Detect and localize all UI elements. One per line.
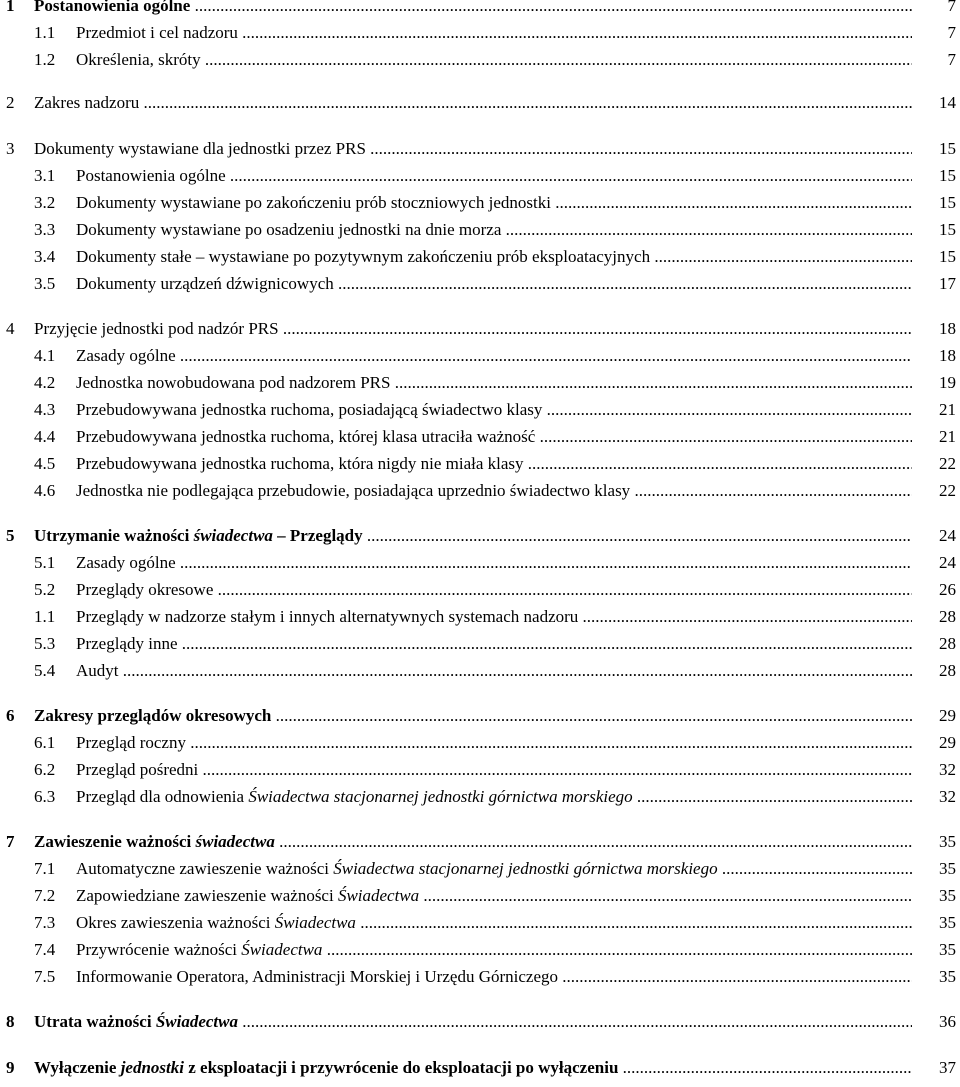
- toc-entry-number: 6.2: [34, 760, 56, 779]
- toc-entry-title: [76, 912, 912, 934]
- toc-entry-title-part: Przebudowywana jednostka ruchoma, której klasa utraciła ważność: [76, 427, 536, 446]
- toc-entry-title: [34, 1011, 912, 1033]
- toc-entry-title-part: Dokumenty stałe – wystawiane po pozytywnym zakończeniu prób eksploatacyjnych: [76, 247, 651, 266]
- toc-entry-page-number: 29: [939, 733, 956, 752]
- toc-entry-title: [76, 426, 912, 448]
- toc-entry[interactable]: [0, 318, 960, 340]
- toc-entry-number: 1: [6, 0, 15, 15]
- toc-entry-number: 5: [6, 526, 15, 545]
- toc-entry[interactable]: [0, 219, 960, 241]
- toc-entry-title-part: jednostki: [120, 1058, 184, 1077]
- toc-entry[interactable]: [0, 705, 960, 727]
- toc-entry-page-number: 24: [939, 526, 956, 545]
- toc-entry-title: [34, 1057, 912, 1079]
- toc-entry-title-part: Przegląd dla odnowienia: [76, 787, 249, 806]
- toc-entry-title-part: Świadectwa: [155, 1012, 238, 1031]
- toc-entry[interactable]: [0, 660, 960, 682]
- toc-entry-number: 7.5: [34, 967, 56, 986]
- toc-entry[interactable]: [0, 939, 960, 961]
- toc-entry-title: [76, 372, 912, 394]
- toc-entry-title: [76, 453, 912, 475]
- toc-entry-title-part: Jednostka nowobudowana pod nadzorem PRS: [76, 373, 391, 392]
- toc-entry-number: 6.1: [34, 733, 56, 752]
- toc-entry-number: 4: [6, 319, 15, 338]
- toc-entry-number: 6.3: [34, 787, 56, 806]
- toc-entry-page-number: 32: [939, 787, 956, 806]
- toc-entry[interactable]: [0, 480, 960, 502]
- toc-entry-page-number: 17: [939, 274, 956, 293]
- toc-entry[interactable]: [0, 1057, 960, 1079]
- toc-entry-number: 4.3: [34, 400, 56, 419]
- toc-entry-title-part: Dokumenty wystawiane po osadzeniu jednostki na dnie morza: [76, 220, 502, 239]
- toc-entry-number: 4.5: [34, 454, 56, 473]
- toc-entry-title-part: Zakres nadzoru: [34, 93, 140, 112]
- toc-entry[interactable]: [0, 579, 960, 601]
- toc-entry-title-part: świadectwa: [195, 832, 275, 851]
- toc-entry-title-part: Postanowienia ogólne: [76, 166, 226, 185]
- toc-entry-title: [76, 192, 912, 214]
- toc-entry[interactable]: [0, 525, 960, 547]
- toc-entry[interactable]: [0, 92, 960, 114]
- toc-entry-title: [34, 0, 912, 17]
- toc-entry-page-number: 35: [939, 832, 956, 851]
- toc-entry[interactable]: [0, 165, 960, 187]
- toc-entry-title: [34, 138, 912, 160]
- toc-entry-page-number: 26: [939, 580, 956, 599]
- toc-entry-title: [76, 633, 912, 655]
- toc-entry[interactable]: [0, 1011, 960, 1033]
- toc-entry-page-number: 7: [947, 23, 956, 42]
- toc-entry[interactable]: [0, 552, 960, 574]
- toc-entry-title-part: Automatyczne zawieszenie ważności: [76, 859, 334, 878]
- toc-entry-number: 7.4: [34, 940, 56, 959]
- toc-entry-title-part: świadectwa: [193, 526, 273, 545]
- toc-entry-number: 2: [6, 93, 15, 112]
- toc-entry-title-part: Świadectwa: [274, 913, 356, 932]
- toc-entry-page-number: 15: [939, 193, 956, 212]
- toc-entry-title-part: Świadectwa stacjonarnej jednostki górnictwa morskiego: [333, 859, 718, 878]
- toc-entry[interactable]: [0, 49, 960, 71]
- toc-entry-title-part: Przywrócenie ważności: [76, 940, 242, 959]
- toc-entry-title-part: Przeglądy w nadzorze stałym i innych alternatywnych systemach nadzoru: [76, 607, 579, 626]
- toc-entry-title: [34, 525, 912, 547]
- toc-entry-page-number: 35: [939, 913, 956, 932]
- toc-entry-title-part: Przeglądy okresowe: [76, 580, 214, 599]
- toc-entry-title: [76, 858, 912, 880]
- toc-entry-title: [76, 22, 912, 44]
- toc-entry-page-number: 15: [939, 166, 956, 185]
- toc-entry-title: [76, 399, 912, 421]
- toc-entry-title: [76, 345, 912, 367]
- toc-entry-number: 7: [6, 832, 15, 851]
- toc-entry-page-number: 15: [939, 139, 956, 158]
- toc-entry[interactable]: [0, 885, 960, 907]
- toc-entry-number: 3.4: [34, 247, 56, 266]
- toc-entry-page-number: 18: [939, 346, 956, 365]
- toc-entry-title-part: Zasady ogólne: [76, 346, 176, 365]
- toc-entry[interactable]: [0, 606, 960, 628]
- toc-entry[interactable]: [0, 732, 960, 754]
- toc-entry-title-part: Dokumenty wystawiane dla jednostki przez PRS: [34, 139, 366, 158]
- toc-entry-title: [34, 92, 912, 114]
- toc-entry-page-number: 7: [947, 50, 956, 69]
- toc-entry-page-number: 21: [939, 400, 956, 419]
- toc-entry-page-number: 28: [939, 634, 956, 653]
- toc-entry-page-number: 22: [939, 454, 956, 473]
- toc-entry[interactable]: [0, 399, 960, 421]
- toc-entry-title-part: Dokumenty wystawiane po zakończeniu prób stoczniowych jednostki: [76, 193, 551, 212]
- toc-entry[interactable]: [0, 345, 960, 367]
- toc-entry[interactable]: [0, 192, 960, 214]
- toc-entry-number: 3.1: [34, 166, 56, 185]
- toc-entry-page-number: 35: [939, 886, 956, 905]
- toc-entry-number: 1.2: [34, 50, 56, 69]
- toc-entry[interactable]: [0, 453, 960, 475]
- toc-entry-title-part: Utrata ważności: [34, 1012, 156, 1031]
- toc-entry-title: [76, 660, 912, 682]
- toc-entry-title: [76, 165, 912, 187]
- toc-entry-number: 4.2: [34, 373, 56, 392]
- toc-entry[interactable]: [0, 858, 960, 880]
- toc-entry-title: [76, 885, 912, 907]
- toc-entry-title-part: Informowanie Operatora, Administracji Morskiej i Urzędu Górniczego: [76, 967, 558, 986]
- toc-entry[interactable]: [0, 831, 960, 853]
- toc-entry-number: 3: [6, 139, 15, 158]
- toc-entry[interactable]: [0, 633, 960, 655]
- toc-entry-number: 1.1: [34, 23, 56, 42]
- toc-entry-title-part: Przeglądy inne: [76, 634, 178, 653]
- toc-entry[interactable]: [0, 759, 960, 781]
- toc-entry-title: [76, 273, 912, 295]
- toc-entry-title-part: Świadectwa: [241, 940, 323, 959]
- toc-entry-title: [76, 732, 912, 754]
- toc-entry-title: [76, 219, 912, 241]
- toc-entry-title: [76, 579, 912, 601]
- toc-entry[interactable]: [0, 0, 960, 17]
- toc-entry-title-part: Zawieszenie ważności: [34, 832, 196, 851]
- toc-entry-number: 3.3: [34, 220, 56, 239]
- toc-entry-title-part: Audyt: [76, 661, 119, 680]
- toc-entry-page-number: 22: [939, 481, 956, 500]
- toc-entry-title: [76, 246, 912, 268]
- toc-entry-title: [76, 759, 912, 781]
- toc-entry[interactable]: [0, 426, 960, 448]
- toc-entry[interactable]: [0, 22, 960, 44]
- toc-entry-page-number: 29: [939, 706, 956, 725]
- toc-entry-number: 7.2: [34, 886, 56, 905]
- toc-entry-page-number: 21: [939, 427, 956, 446]
- toc-entry-title-part: Zakresy przeglądów okresowych: [34, 706, 272, 725]
- toc-entry-page-number: 35: [939, 967, 956, 986]
- toc-entry-title-part: – Przeglądy: [272, 526, 363, 545]
- toc-entry-title-part: Świadectwa stacjonarnej jednostki górnictwa morskiego: [248, 787, 633, 806]
- toc-entry-number: 1.1: [34, 607, 56, 626]
- toc-entry-title: [76, 786, 912, 808]
- toc-entry-number: 5.1: [34, 553, 56, 572]
- toc-entry-title-part: Przegląd pośredni: [76, 760, 199, 779]
- toc-entry-number: 4.1: [34, 346, 56, 365]
- toc-entry-title-part: Przebudowywana jednostka ruchoma, posiadającą świadectwo klasy: [76, 400, 543, 419]
- toc-entry-number: 3.2: [34, 193, 56, 212]
- toc-entry-title-part: Dokumenty urządzeń dźwignicowych: [76, 274, 334, 293]
- toc-entry[interactable]: [0, 273, 960, 295]
- toc-entry-title-part: z eksploatacji i przywrócenie do eksploatacji po wyłączeniu: [184, 1058, 619, 1077]
- toc-entry-number: 4.4: [34, 427, 56, 446]
- toc-entry-page-number: 37: [939, 1058, 956, 1077]
- toc-entry[interactable]: [0, 912, 960, 934]
- toc-entry-page-number: 28: [939, 661, 956, 680]
- toc-entry-title-part: Przegląd roczny: [76, 733, 186, 752]
- toc-entry[interactable]: [0, 966, 960, 988]
- toc-entry-page-number: 7: [947, 0, 956, 15]
- toc-entry-title-part: Zasady ogólne: [76, 553, 176, 572]
- toc-entry-title-part: Utrzymanie ważności: [34, 526, 194, 545]
- toc-entry-page-number: 35: [939, 859, 956, 878]
- toc-entry-title-part: Wyłączenie: [34, 1058, 121, 1077]
- toc-entry-page-number: 36: [939, 1012, 956, 1031]
- toc-entry-page-number: 24: [939, 553, 956, 572]
- toc-entry-title: [76, 480, 912, 502]
- toc-entry[interactable]: [0, 138, 960, 160]
- toc-entry-title-part: Jednostka nie podlegająca przebudowie, posiadająca uprzednio świadectwo klasy: [76, 481, 631, 500]
- toc-entry-number: 9: [6, 1058, 15, 1077]
- toc-entry-number: 7.1: [34, 859, 56, 878]
- toc-entry-number: 6: [6, 706, 15, 725]
- toc-entry-title-part: Przyjęcie jednostki pod nadzór PRS: [34, 319, 279, 338]
- toc-entry-page-number: 15: [939, 247, 956, 266]
- toc-entry-number: 5.2: [34, 580, 56, 599]
- toc-entry-page-number: 15: [939, 220, 956, 239]
- toc-entry-number: 4.6: [34, 481, 56, 500]
- toc-entry-title-part: Zapowiedziane zawieszenie ważności: [76, 886, 338, 905]
- toc-entry-title: [76, 552, 912, 574]
- toc-entry-title-part: Przedmiot i cel nadzoru: [76, 23, 238, 42]
- toc-entry-title: [76, 49, 912, 71]
- toc-entry-title-part: Określenia, skróty: [76, 50, 201, 69]
- toc-entry-title: [76, 966, 912, 988]
- toc-entry[interactable]: [0, 246, 960, 268]
- toc-entry-title: [34, 705, 912, 727]
- toc-entry-page-number: 32: [939, 760, 956, 779]
- toc-entry-title: [76, 939, 912, 961]
- toc-entry-title-part: Świadectwa: [337, 886, 420, 905]
- toc-entry-title-part: Okres zawieszenia ważności: [76, 913, 275, 932]
- toc-entry-page-number: 18: [939, 319, 956, 338]
- toc-entry-number: 5.4: [34, 661, 56, 680]
- toc-entry-title-part: Przebudowywana jednostka ruchoma, która nigdy nie miała klasy: [76, 454, 524, 473]
- toc-entry[interactable]: [0, 786, 960, 808]
- toc-entry-title-part: Postanowienia ogólne: [34, 0, 191, 15]
- toc-entry-number: 7.3: [34, 913, 56, 932]
- toc-entry-title: [34, 831, 912, 853]
- toc-entry-number: 5.3: [34, 634, 56, 653]
- toc-entry-title: [34, 318, 912, 340]
- toc-entry-page-number: 19: [939, 373, 956, 392]
- toc-entry-page-number: 14: [939, 93, 956, 112]
- toc-entry[interactable]: [0, 372, 960, 394]
- toc-entry-number: 8: [6, 1012, 15, 1031]
- toc-entry-title: [76, 606, 912, 628]
- toc-entry-page-number: 28: [939, 607, 956, 626]
- toc-entry-page-number: 35: [939, 940, 956, 959]
- toc-entry-number: 3.5: [34, 274, 56, 293]
